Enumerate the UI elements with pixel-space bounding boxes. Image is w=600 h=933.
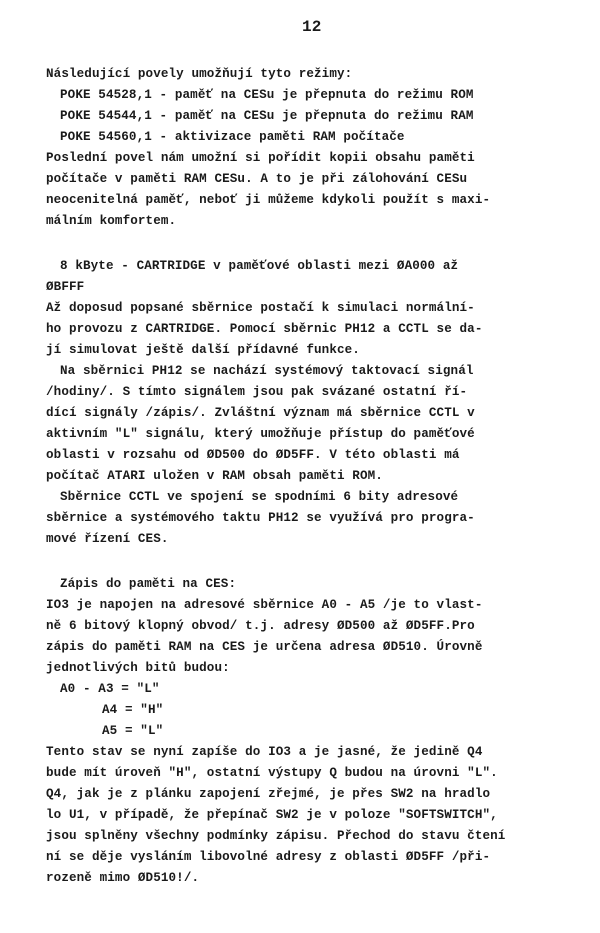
text-line: oblasti v rozsahu od ØD500 do ØD5FF. V této oblasti má bbox=[46, 448, 460, 462]
text-line: neocenitelná paměť, neboť ji můžeme kdykoli použít s maxi- bbox=[46, 193, 491, 207]
text-line: dící signály /zápis/. Zvláštní význam má sběrnice CCTL v bbox=[46, 406, 475, 420]
text-line: Až doposud popsané sběrnice postačí k simulaci normální- bbox=[46, 301, 475, 315]
text-line: Na sběrnici PH12 se nachází systémový taktovací signál bbox=[60, 364, 474, 378]
text-line: Q4, jak je z plánku zapojení zřejmé, je přes SW2 na hradlo bbox=[46, 787, 491, 801]
text-line: ho provozu z CARTRIDGE. Pomocí sběrnic PH12 a CCTL se da- bbox=[46, 322, 483, 336]
text-line: jsou splněny všechny podmínky zápisu. Přechod do stavu čtení bbox=[46, 829, 506, 843]
text-line: bude mít úroveň "H", ostatní výstupy Q budou na úrovni "L". bbox=[46, 766, 498, 780]
text-line: málním komfortem. bbox=[46, 214, 177, 228]
bit-level-line: A5 = "L" bbox=[102, 724, 164, 738]
text-line: POKE 54528,1 - paměť na CESu je přepnuta do režimu ROM bbox=[60, 88, 474, 102]
text-line: ØBFFF bbox=[46, 280, 85, 294]
text-line: ní se děje vysláním libovolné adresy z oblasti ØD5FF /při- bbox=[46, 850, 491, 864]
text-line: ně 6 bitový klopný obvod/ t.j. adresy ØD500 až ØD5FF.Pro bbox=[46, 619, 475, 633]
text-line: lo U1, v případě, že přepínač SW2 je v poloze "SOFTSWITCH", bbox=[46, 808, 498, 822]
text-line: Tento stav se nyní zapíše do IO3 a je jasné, že jedině Q4 bbox=[46, 745, 483, 759]
text-line: mové řízení CES. bbox=[46, 532, 169, 546]
text-line: /hodiny/. S tímto signálem jsou pak svázané ostatní ří- bbox=[46, 385, 468, 399]
text-line: počítač ATARI uložen v RAM obsah paměti ROM. bbox=[46, 469, 383, 483]
text-line: Sběrnice CCTL ve spojení se spodními 6 bity adresové bbox=[60, 490, 459, 504]
text-line: Poslední povel nám umožní si pořídit kopii obsahu paměti bbox=[46, 151, 475, 165]
text-line: IO3 je napojen na adresové sběrnice A0 - A5 /je to vlast- bbox=[46, 598, 483, 612]
text-line: zápis do paměti RAM na CES je určena adresa ØD510. Úrovně bbox=[46, 640, 483, 654]
text-line: Následující povely umožňují tyto režimy: bbox=[46, 67, 353, 81]
text-line: POKE 54544,1 - paměť na CESu je přepnuta do režimu RAM bbox=[60, 109, 474, 123]
text-line: jednotlivých bitů budou: bbox=[46, 661, 230, 675]
section-heading: Zápis do paměti na CES: bbox=[60, 577, 237, 591]
bit-level-line: A0 - A3 = "L" bbox=[60, 682, 160, 696]
text-line: aktivním "L" signálu, který umožňuje přístup do paměťové bbox=[46, 427, 475, 441]
bit-level-line: A4 = "H" bbox=[102, 703, 164, 717]
section-heading: 8 kByte - CARTRIDGE v paměťové oblasti mezi ØA000 až bbox=[60, 259, 459, 273]
text-line: rozeně mimo ØD510!/. bbox=[46, 871, 200, 885]
text-line: počítače v paměti RAM CESu. A to je při zálohování CESu bbox=[46, 172, 468, 186]
text-line: POKE 54560,1 - aktivizace paměti RAM počítače bbox=[60, 130, 405, 144]
page-number: 12 bbox=[302, 18, 322, 36]
text-line: sběrnice a systémového taktu PH12 se využívá pro progra- bbox=[46, 511, 475, 525]
text-line: jí simulovat ještě další přídavné funkce. bbox=[46, 343, 360, 357]
